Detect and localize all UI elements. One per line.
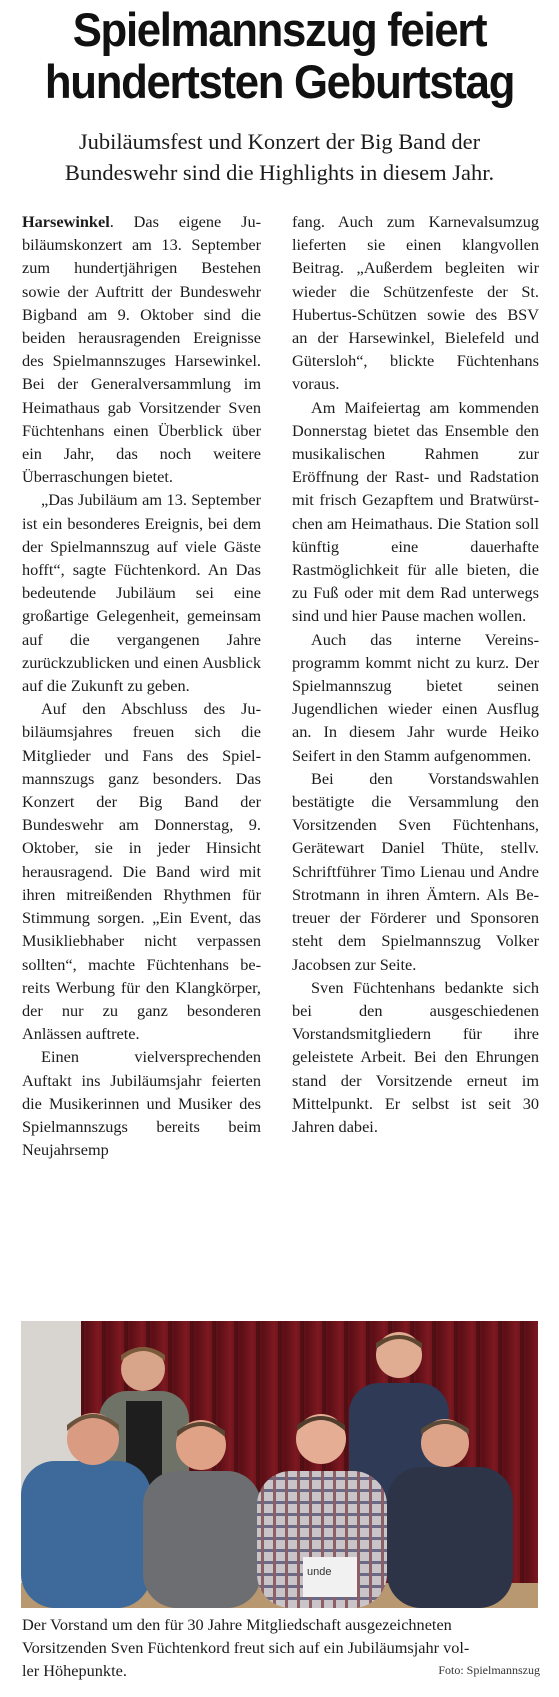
subheadline [0,126,559,188]
photo-credit: Foto: Spielmannszug [438,1663,540,1677]
paragraph: Auch das interne Vereinsprogramm kommt nicht zu kurz. Der Spielmannszug bietet seinen Jugendlichen wieder einen Ausflug an. In diesem Jahr wurde Heiko Seifert in den Stamm aufgenommen. [292,629,539,765]
group-photo [21,1321,538,1608]
paragraph: Bei den Vorstandswahlen bestätigte die Versammlung den Vorsitzenden Sven Füchtenhans, Gerätewart Daniel Thüte, stellv. Schriftführer Timo Lienau und Andre Strotmann in ihren Ämtern. Als Betreuer der Förderer und Sponsoren steht dem Spielmannszug Volker Jacobsen zur Seite. [292,768,539,974]
subheadline-line-2: Bundeswehr sind die Highlights in diesem Jahr. [64,160,495,185]
headline-line-2: hundertsten Geburtstag [44,55,515,108]
headline [20,4,540,108]
paragraph-text: Das eigene Jubiläumskonzert am 13. September zum hundertjährigen Bestehen sowie der Auftritt der Bundeswehr Bigband am 9. Oktober sind die beiden herausragenden Ereignisse des Spielmannszuges Harsewinkel. Bei der Generalversammlung im Heimathaus gab Vorsitzender Sven Füchtenhans einen Überblick über ein Jahr, das noch weitere Überraschungen bietet. [22,212,262,487]
paragraph: Auf den Abschluss des Jubiläumsjahres freuen sich die Mitglieder und Fans des Spielmannszugs ganz besonders. Das Konzert der Big Band der Bundeswehr am Donnerstag, 9. Oktober, sie in jeder Hinsicht herausragend. Die Band wird mit ihren mitreißenden Rhythmen für Stimmung sorgen. „Ein Event, das Musikliebhaber nicht verpassen sollten“, machte Füchtenhans bereits Werbung für den Klangkörper, der nur zu ganz besonderen Anlässen auftrete. [22,699,261,1044]
paragraph: Sven Füchtenhans bedankte sich bei den ausgeschiedenen Vorstandsmitgliedern für ihre geleistete Arbeit. Bei den Ehrungen stand der Vorsitzende erneut im Mittelpunkt. Er selbst ist seit 30 Jahren dabei. [292,977,539,1136]
caption-line-2: Vorsitzenden Sven Füchtenkord freut sich auf ein Jubiläumsjahr vol- [22,1638,470,1657]
caption-line-1: Der Vorstand um den für 30 Jahre Mitgliedschaft ausgezeichneten [22,1615,452,1634]
paragraph: fang. Auch zum Karnevalsumzug lieferten sie einen klangvollen Beitrag. „Außerdem begleiten wir wieder die Schützenfeste der St. Hubertus-Schützen sowie des BSV an der Harsewinkel, Bielefeld und Gütersloh“, blickte Füchtenhans voraus. [292,212,539,394]
certificate-text: unde [307,1566,332,1578]
caption-line-3: ler Höhepunkte. [22,1661,127,1680]
headline-line-1: Spielmannszug feiert [72,3,487,56]
paragraph: Einen vielversprechenden Auftakt ins Jubiläumsjahr feierten die Musikerinnen und Musiker des Spielmannszugs bereits beim Neujahrsemp [22,1047,261,1160]
article-column-right [292,210,539,1138]
subheadline-line-1: Jubiläumsfest und Konzert der Big Band der [78,129,481,154]
dateline: Harsewinkel [22,212,110,231]
article-column-left [22,210,261,1161]
paragraph: Harsewinkel. Das eigene Jubiläumskonzert am 13. September zum hundertjährigen Bestehen sowie der Auftritt der Bundeswehr Bigband am 9. Oktober sind die beiden herausragenden Ereignisse des Spielmannszuges Harsewinkel. Bei der Generalversammlung im Heimathaus gab Vorsitzender Sven Füchtenhans einen Überblick über ein Jahr, das noch weitere Überraschungen bietet. [22,212,262,487]
paragraph: „Das Jubiläum am 13. September ist ein besonderes Ereignis, bei dem der Spielmannszug auf viele Gäste hofft“, sagte Füchtenkord. An Das bedeutende Jubiläum sei eine großartige Gelegenheit, gemeinsam auf die vergangenen Jahre zurückzublicken und einen Ausblick auf die Zukunft zu geben. [22,490,261,696]
paragraph: Am Maifeiertag am kommenden Donnerstag bietet das Ensemble den musikalischen Rahmen zur Eröffnung der Rast- und Radstation mit frisch Gezapftem und Bratwürstchen am Heimathaus. Die Station soll künftig eine dauerhafte Rastmöglichkeit für alle bieten, die zu Fuß oder mit dem Rad unterwegs sind und hier Pause machen wollen. [292,397,539,626]
